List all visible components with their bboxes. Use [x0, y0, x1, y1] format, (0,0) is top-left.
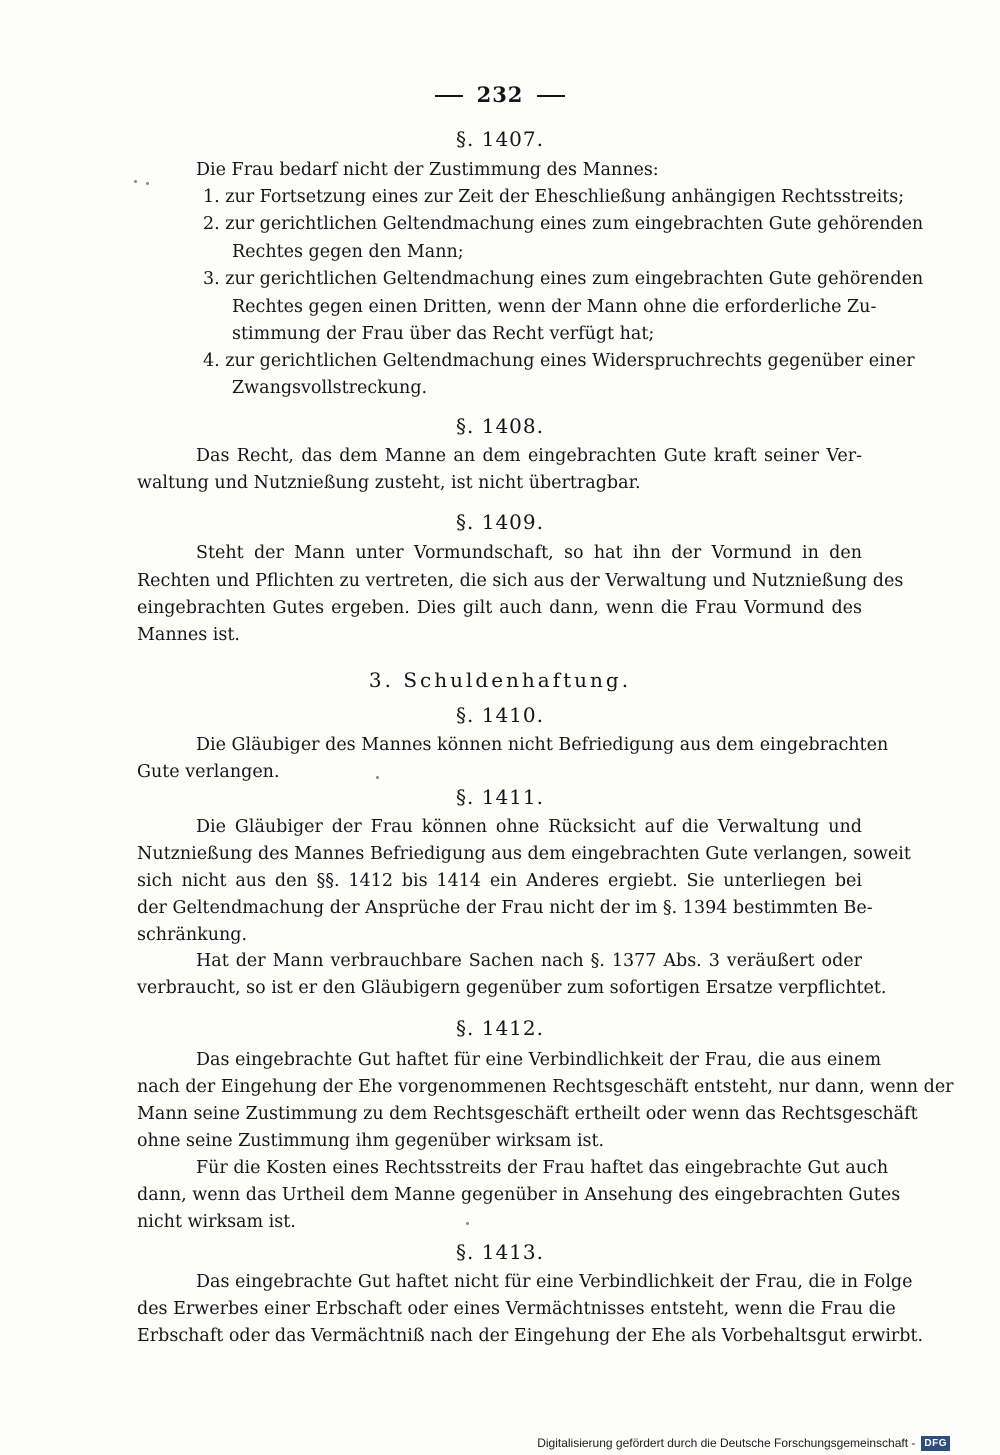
paragraph-line: der Geltendmachung der Ansprüche der Frau nicht der im §. 1394 bestimmten Be-	[137, 898, 873, 918]
paragraph-line: Rechten und Pflichten zu vertreten, die sich aus der Verwaltung und Nutznießung des	[137, 571, 904, 591]
digitization-footer	[537, 1434, 950, 1452]
paragraph-line: nach der Eingehung der Ehe vorgenommenen Rechtsgeschäft entsteht, nur dann, wenn der	[137, 1077, 954, 1097]
scan-speck	[134, 180, 137, 183]
scan-speck	[466, 1222, 469, 1225]
section-heading-1407: §. 1407.	[456, 127, 544, 151]
dash-left	[435, 95, 463, 97]
list-item-line: 2. zur gerichtlichen Geltendmachung eines zum eingebrachten Gute gehörenden	[203, 214, 924, 234]
list-item-line: 3. zur gerichtlichen Geltendmachung eines zum eingebrachten Gute gehörenden	[203, 269, 924, 289]
scan-speck	[146, 182, 149, 185]
paragraph-line: eingebrachten Gutes ergeben. Dies gilt auch dann, wenn die Frau Vormund des	[137, 598, 862, 618]
list-item-continuation: Rechtes gegen einen Dritten, wenn der Mann ohne die erforderliche Zu-	[232, 297, 877, 317]
paragraph-line: Die Frau bedarf nicht der Zustimmung des Mannes:	[196, 160, 659, 180]
paragraph-line: dann, wenn das Urtheil dem Manne gegenüber in Ansehung des eingebrachten Gutes	[137, 1185, 901, 1205]
dash-right	[537, 95, 565, 97]
paragraph-line: Für die Kosten eines Rechtsstreits der Frau haftet das eingebrachte Gut auch	[196, 1158, 889, 1178]
paragraph-line: waltung und Nutznießung zusteht, ist nicht übertragbar.	[137, 473, 641, 493]
list-item-continuation: Zwangsvollstreckung.	[232, 378, 428, 398]
paragraph-line: Das Recht, das dem Manne an dem eingebrachten Gute kraft seiner Ver-	[196, 446, 862, 466]
paragraph-line: ohne seine Zustimmung ihm gegenüber wirksam ist.	[137, 1131, 605, 1151]
paragraph-line: verbraucht, so ist er den Gläubigern gegenüber zum sofortigen Ersatze verpflichtet.	[137, 978, 887, 998]
paragraph-line: Die Gläubiger des Mannes können nicht Befriedigung aus dem eingebrachten	[196, 735, 889, 755]
page-number: 232	[476, 82, 524, 107]
paragraph-line: Hat der Mann verbrauchbare Sachen nach §. 1377 Abs. 3 veräußert oder	[196, 951, 862, 971]
paragraph-line: schränkung.	[137, 925, 248, 945]
subchapter-heading: 3. Schuldenhaftung.	[368, 668, 632, 692]
paragraph-line: Das eingebrachte Gut haftet für eine Verbindlichkeit der Frau, die aus einem	[196, 1050, 882, 1070]
paragraph-line: Die Gläubiger der Frau können ohne Rücksicht auf die Verwaltung und	[196, 817, 862, 837]
section-heading-1411: §. 1411.	[456, 785, 544, 809]
paragraph-line: Nutznießung des Mannes Befriedigung aus dem eingebrachten Gute verlangen, soweit	[137, 844, 911, 864]
paragraph-line: Das eingebrachte Gut haftet nicht für eine Verbindlichkeit der Frau, die in Folge	[196, 1272, 913, 1292]
paragraph-line: sich nicht aus den §§. 1412 bis 1414 ein Anderes ergiebt. Sie unterliegen bei	[137, 871, 862, 891]
section-heading-1413: §. 1413.	[456, 1240, 544, 1264]
list-item-continuation: Rechtes gegen den Mann;	[232, 242, 464, 262]
paragraph-line: Mann seine Zustimmung zu dem Rechtsgeschäft ertheilt oder wenn das Rechtsgeschäft	[137, 1104, 918, 1124]
paragraph-line: Gute verlangen.	[137, 762, 280, 782]
list-item-continuation: stimmung der Frau über das Recht verfügt hat;	[232, 324, 655, 344]
paragraph-line: nicht wirksam ist.	[137, 1212, 296, 1232]
list-item-line: 1. zur Fortsetzung eines zur Zeit der Eheschließung anhängigen Rechtsstreits;	[203, 187, 905, 207]
paragraph-line: Steht der Mann unter Vormundschaft, so hat ihn der Vormund in den	[196, 543, 862, 563]
section-heading-1410: §. 1410.	[456, 703, 544, 727]
list-item-line: 4. zur gerichtlichen Geltendmachung eines Widerspruchrechts gegenüber einer	[203, 351, 915, 371]
paragraph-line: Mannes ist.	[137, 625, 240, 645]
section-heading-1412: §. 1412.	[456, 1016, 544, 1040]
page-number-header	[0, 82, 1000, 107]
section-heading-1409: §. 1409.	[456, 510, 544, 534]
paragraph-line: des Erwerbes einer Erbschaft oder eines Vermächtnisses entsteht, wenn die Frau die	[137, 1299, 896, 1319]
dfg-logo: DFG	[921, 1436, 950, 1451]
footer-credit-text: Digitalisierung gefördert durch die Deutsche Forschungsgemeinschaft -	[537, 1436, 916, 1450]
section-heading-1408: §. 1408.	[456, 414, 544, 438]
paragraph-line: Erbschaft oder das Vermächtniß nach der Eingehung der Ehe als Vorbehaltsgut erwirbt.	[137, 1326, 924, 1346]
scan-speck	[376, 776, 379, 779]
